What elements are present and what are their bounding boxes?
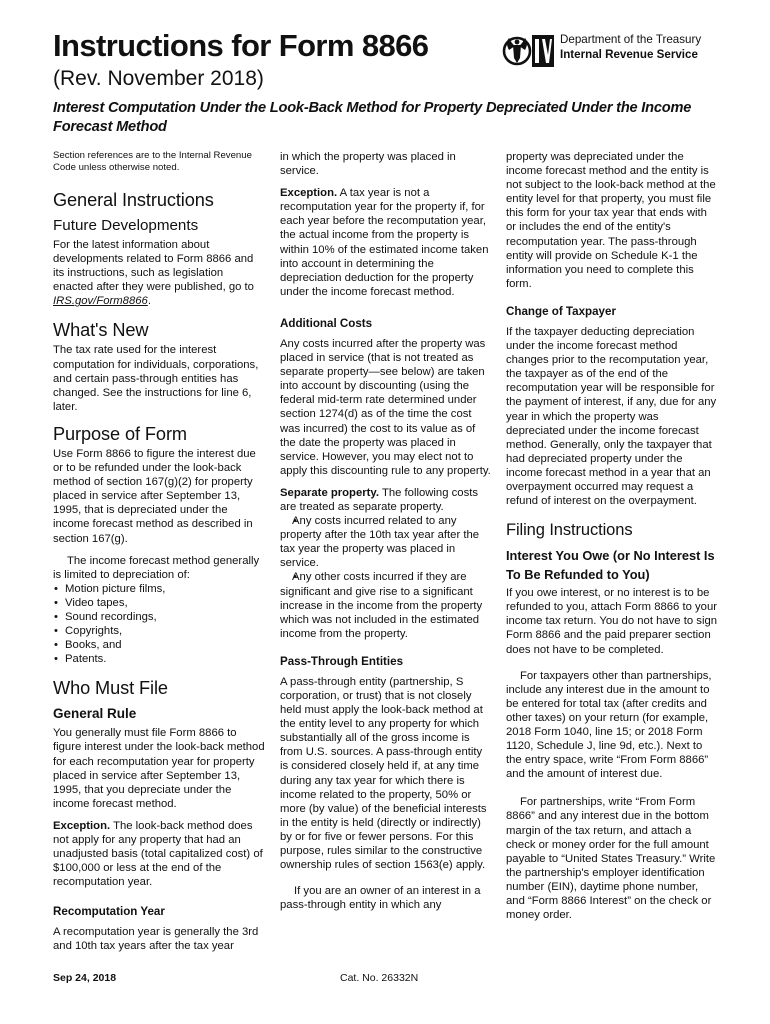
- recomputation-year-heading: Recomputation Year: [53, 905, 165, 919]
- list-item: • Any other costs incurred if they are significant and give rise to a significant increase in the income from the property which was not included in the estimated income from the property.: [280, 570, 492, 640]
- column-3: [506, 150, 718, 930]
- irs-form8866-link[interactable]: IRS.gov/Form8866: [53, 295, 148, 308]
- exception-label: Exception.: [53, 819, 111, 832]
- revision-date: (Rev. November 2018): [53, 67, 264, 90]
- general-rule-heading: General Rule: [53, 706, 137, 722]
- list-item: • Patents.: [53, 652, 265, 666]
- document-subtitle: Interest Computation Under the Look-Back Method for Property Depreciated Under the Income Forecast Method: [53, 100, 692, 135]
- pass-through-text: A pass-through entity (partnership, S corporation, or trust) that is not closely held must apply the look-back method at the entity level to any property for which substantially all of the gross income is from U.S. sources. A pass-through entity is considered closely held if, at any time during any tax year for which there is income related to the property, 50% or more (by value) of the beneficial interests in the entity is held (directly or indirectly) by or for five or fewer persons. For this purpose, rules similar to the constructive ownership rules of section 1563(e) apply.: [280, 675, 487, 872]
- future-developments-end: .: [147, 295, 151, 308]
- future-developments-paragraph: [53, 238, 265, 308]
- catalog-number: Cat. No. 26332N: [340, 972, 419, 984]
- exception-paragraph: [280, 186, 492, 299]
- whats-new-text: The tax rate used for the interest computation for individuals, corporations, and certain pass-through entities has changed. See the instructions for line 6, later.: [53, 344, 259, 413]
- future-developments-text: For the latest information about developments related to Form 8866 and its instructions, such as legislation enacted after they were published, go to: [53, 239, 254, 294]
- exception-label: Exception.: [280, 187, 338, 200]
- other-taxpayers-text: For taxpayers other than partnerships, include any interest due in the amount to be entered for total tax (after credits and other taxes) on your return (for example, 2018 Form 1040, line 15; or 2018 Form 1120, Schedule J, line 9d, etc.). Next to the entry space, write “From Form 8866” and the amount of interest due.: [506, 669, 712, 781]
- additional-costs-heading: Additional Costs: [280, 316, 373, 330]
- recomputation-year-text: A recomputation year is generally the 3rd and 10th tax years after the tax year: [53, 926, 259, 953]
- footer-date: Sep 24, 2018: [53, 972, 117, 984]
- purpose-text: Use Form 8866 to figure the interest due or to be refunded under the look-back method of section 167(g)(2) for property placed in service after September 13, 1995, that is depreciated under the income forecast method as described in section 167(g).: [53, 447, 256, 545]
- change-of-taxpayer-heading: Change of Taxpayer: [506, 304, 616, 318]
- who-must-file-heading: Who Must File: [53, 678, 168, 699]
- column-1: [53, 150, 265, 962]
- general-rule-text: You generally must file Form 8866 to figure interest under the look-back method for each recomputation year for property placed in service after September 13, 1995, that you depreciate under the income forecast method.: [53, 727, 265, 810]
- list-item: • Books, and: [53, 638, 265, 652]
- list-item: • Video tapes,: [53, 596, 265, 610]
- agency-department: Department of the Treasury: [560, 33, 702, 46]
- separate-property-text: The following costs are treated as separate property.: [280, 486, 479, 513]
- list-item: • Sound recordings,: [53, 610, 265, 624]
- irs-eagle-logo-icon: [502, 30, 556, 72]
- exception-text: The look-back method does not apply for any property that had an unadjusted basis (total capitalized cost) of $100,000 or less at the end of the recomputation year.: [53, 819, 263, 889]
- additional-costs-text: Any costs incurred after the property was placed in service (that is not treated as separate property—see below) are taken into account by discounting (using the federal mid-term rate determined under section 1274(d) as of the time the cost was incurred) the cost to its value as of the date the property was placed in service. However, you may elect not to apply this discounting rule to any property.: [280, 337, 491, 477]
- list-item: • Copyrights,: [53, 624, 265, 638]
- separate-property-paragraph: [280, 486, 492, 514]
- interest-owe-heading: Interest You Owe (or No Interest Is To Be Refunded to You): [506, 548, 715, 582]
- agency-name: Internal Revenue Service: [560, 48, 698, 61]
- list-item: • Any costs incurred related to any property after the 10th tax year after the tax year the property was placed in service.: [280, 514, 492, 570]
- separate-property-label: Separate property.: [280, 486, 379, 499]
- continued-text: in which the property was placed in service.: [280, 151, 456, 178]
- future-developments-heading: Future Developments: [53, 217, 199, 234]
- filing-instructions-heading: Filing Instructions: [506, 521, 633, 540]
- separate-property-list: [280, 514, 492, 641]
- continued-text: property was depreciated under the income forecast method and the entity is not subject to the look-back method at the entity level for that property, you must file this form for your tax year that ends with or includes the end of the entity's recomputation year. The pass-through entity will provide on Schedule K-1 the information you need to complete this form.: [506, 151, 716, 290]
- purpose-heading: Purpose of Form: [53, 423, 187, 444]
- general-instructions-heading: General Instructions: [53, 190, 214, 210]
- interest-owe-text: If you owe interest, or no interest is to be refunded to you, attach Form 8866 to your income tax return. You do not have to sign Form 8866 and the paid preparer section does not have to be completed.: [506, 587, 718, 656]
- exception-paragraph: [53, 819, 265, 889]
- pass-through-heading: Pass-Through Entities: [280, 654, 404, 668]
- exception-text: A tax year is not a recomputation year for the property if, for each year before the recomputation year, the actual income from the property is within 10% of the estimated income taken into account in determining the depreciation deduction for the property under the income forecast method.: [280, 187, 489, 298]
- limited-items-list: [53, 582, 265, 667]
- owner-text: If you are an owner of an interest in a pass-through entity in which any: [280, 885, 481, 912]
- limited-intro: The income forecast method generally is limited to depreciation of:: [53, 554, 260, 581]
- partnerships-text: For partnerships, write “From Form 8866” and any interest due in the bottom margin of the tax return, and attach a check or money order for the full amount payable to “United States Treasury.” Write the partnership's employer identification number (EIN), daytime phone number, and “Form 8866 Interest” on the check or money order.: [506, 796, 716, 922]
- column-2: [280, 150, 492, 920]
- change-of-taxpayer-text: If the taxpayer deducting depreciation under the income forecast method changes prior to the recomputation year, the taxpayer as of the end of the recomputation year will be responsible for the payment of interest, if any, due for any year in which the property was depreciated under the income forecast method. Generally, only the taxpayer that had depreciated property under the income forecast method in a year that an overpayment occurred may request a refund of interest on the overpayment.: [506, 325, 717, 508]
- agency-block: [560, 32, 701, 62]
- section-note: Section references are to the Internal Revenue Code unless otherwise noted.: [53, 150, 252, 173]
- whats-new-heading: What's New: [53, 320, 149, 341]
- document-title: Instructions for Form 8866: [53, 28, 429, 63]
- list-item: • Motion picture films,: [53, 582, 265, 596]
